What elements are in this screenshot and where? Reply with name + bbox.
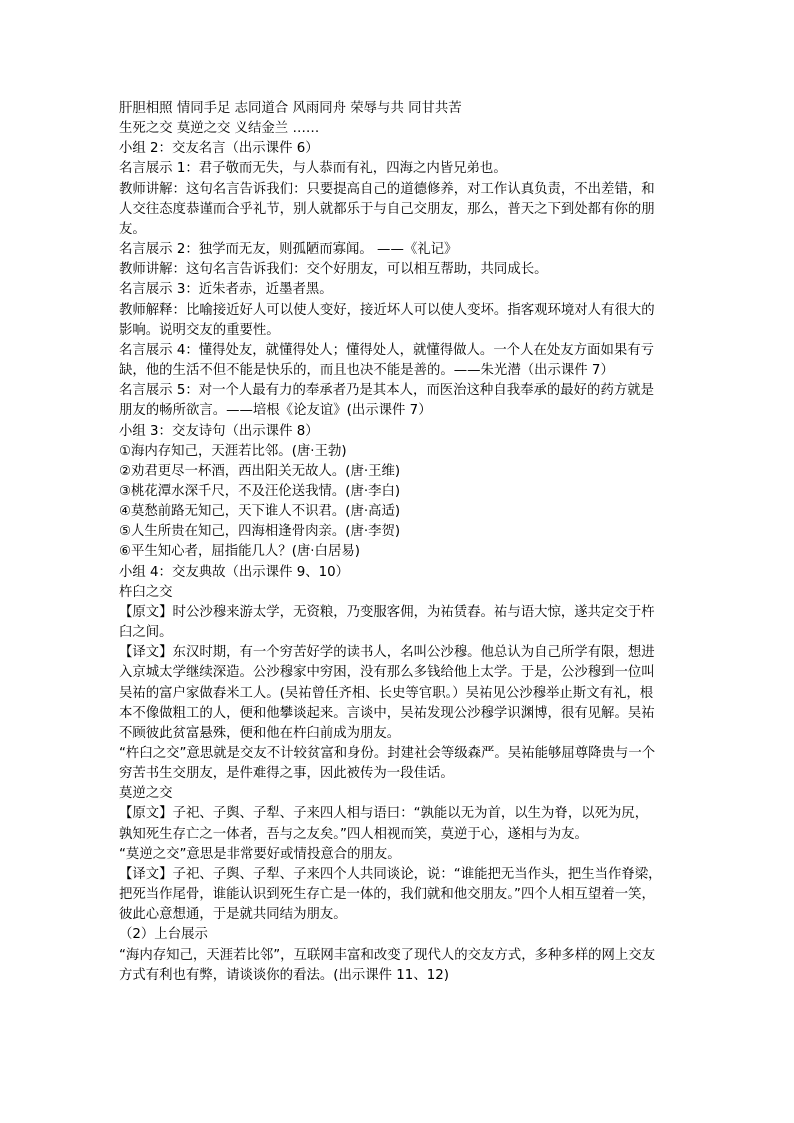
section-heading-group-4: 小组 4：交友典故（出示课件 9、10） [119,564,350,580]
section-heading-group-3: 小组 3：交友诗句（出示课件 8） [119,423,319,439]
quote-5-line-2: 朋友的畅所欲言。——培根《论友谊》(出示课件 7） [119,403,432,419]
idiom-list-line-1: 肝胆相照 情同手足 志同道合 风雨同舟 荣辱与共 同甘共苦 [119,101,462,116]
quote-3: 名言展示 3：近朱者赤，近墨者黑。 [119,282,333,298]
document-page [119,99,687,986]
quote-1: 名言展示 1：君子敬而无失，与人恭而有礼，四海之内皆兄弟也。 [119,161,507,177]
explanation-1-line-3: 友。 [119,221,146,237]
quote-2: 名言展示 2：独学而无友，则孤陋而寡闻。 ——《礼记》 [119,242,458,258]
story-1-original-line-1: 【原文】时公沙穆来游太学，无资粮，乃变服客佣，为祐赁舂。祐与语大惊，遂共定交于杵 [119,604,655,620]
story-2-translation-line-2: 把死当作尾骨，谁能认识到死生存亡是一体的，我们就和他交朋友。”四个人相互望着一笑， [119,887,655,903]
section-heading-presentation: （2）上台展示 [119,927,208,943]
quote-4-line-1: 名言展示 4：懂得处友，就懂得处人；懂得处人，就懂得做人。一个人在处友方面如果有亏 [119,342,655,358]
story-2-meaning: “莫逆之交”意思是非常要好或情投意合的朋友。 [119,846,401,862]
story-2-translation-line-3: 彼此心意想通，于是就共同结为朋友。 [119,907,347,923]
section-heading-group-2: 小组 2：交友名言（出示课件 6） [119,141,319,157]
idiom-list-line-2: 生死之交 莫逆之交 义结金兰 …… [119,121,320,137]
poem-line-4: ④莫愁前路无知己，天下谁人不识君。(唐·高适) [119,504,401,520]
story-1-translation-line-3: 吴祐的富户家做舂米工人。(吴祐曾任齐相、长史等官职。）吴祐见公沙穆举止斯文有礼，根 [119,685,654,701]
poem-line-1: ①海内存知己，天涯若比邻。(唐·王勃) [119,443,347,459]
explanation-1-line-1: 教师讲解：这句名言告诉我们：只要提高自己的道德修养，对工作认真负责，不出差错，和 [119,181,655,197]
quote-4-line-2: 缺，他的生活不但不能是快乐的，而且也决不能是善的。——朱光潜（出示课件 7） [119,363,614,379]
poem-line-3: ③桃花潭水深千尺，不及汪伦送我情。(唐·李白) [119,483,401,499]
story-1-original-line-2: 臼之间。 [119,625,173,641]
poem-line-5: ⑤人生所贵在知己，四海相逢骨肉亲。(唐·李贺) [119,524,401,540]
story-title-2: 莫逆之交 [119,786,173,802]
story-1-meaning-line-2: 穷苦书生交朋友，是件难得之事，因此被传为一段佳话。 [119,766,454,782]
discussion-prompt-line-2: 方式有利也有弊，请谈谈你的看法。(出示课件 11、12) [119,967,449,983]
story-1-translation-line-5: 不顾彼此贫富悬殊，便和他在杵臼前成为朋友。 [119,725,401,741]
explanation-1-line-2: 人交往态度恭谨而合乎礼节，别人就都乐于与自己交朋友，那么，普天之下到处都有你的朋 [119,201,655,217]
story-2-original-line-2: 孰知死生存亡之一体者，吾与之友矣。”四人相视而笑，莫逆于心，遂相与为友。 [119,826,588,842]
story-1-translation-line-2: 入京城太学继续深造。公沙穆家中穷困，没有那么多钱给他上太学。于是，公沙穆到一位叫 [119,665,655,681]
story-2-translation-line-1: 【译文】子祀、子舆、子犁、子来四个人共同谈论，说：“谁能把无当作头，把生当作脊梁， [119,866,662,882]
explanation-2: 教师讲解：这句名言告诉我们：交个好朋友，可以相互帮助，共同成长。 [119,262,548,278]
quote-5-line-1: 名言展示 5：对一个人最有力的奉承者乃是其本人，而医治这种自我奉承的最好的药方就是 [119,383,655,399]
story-title-1: 杵臼之交 [119,584,173,600]
story-1-translation-line-1: 【译文】东汉时期，有一个穷苦好学的读书人，名叫公沙穆。他总认为自己所学有限，想进 [119,645,655,661]
poem-line-6: ⑥平生知心者，屈指能几人？(唐·白居易) [119,544,360,560]
explanation-3-line-1: 教师解释：比喻接近好人可以使人变好，接近坏人可以使人变坏。指客观环境对人有很大的 [119,302,655,318]
poem-line-2: ②劝君更尽一杯酒，西出阳关无故人。(唐·王维) [119,463,401,479]
story-1-meaning-line-1: “杵臼之交”意思就是交友不计较贫富和身份。封建社会等级森严。吴祐能够屈尊降贵与一个 [119,746,656,761]
discussion-prompt-line-1: “海内存知己，天涯若比邻”，互联网丰富和改变了现代人的交友方式，多种多样的网上交友 [119,947,656,963]
story-1-translation-line-4: 本不像做粗工的人，便和他攀谈起来。言谈中，吴祐发现公沙穆学识渊博，很有见解。吴祐 [119,705,655,721]
explanation-3-line-2: 影响。说明交友的重要性。 [119,322,280,338]
story-2-original-line-1: 【原文】子祀、子舆、子犁、子来四人相与语曰：“孰能以无为首，以生为脊，以死为尻， [119,806,649,822]
